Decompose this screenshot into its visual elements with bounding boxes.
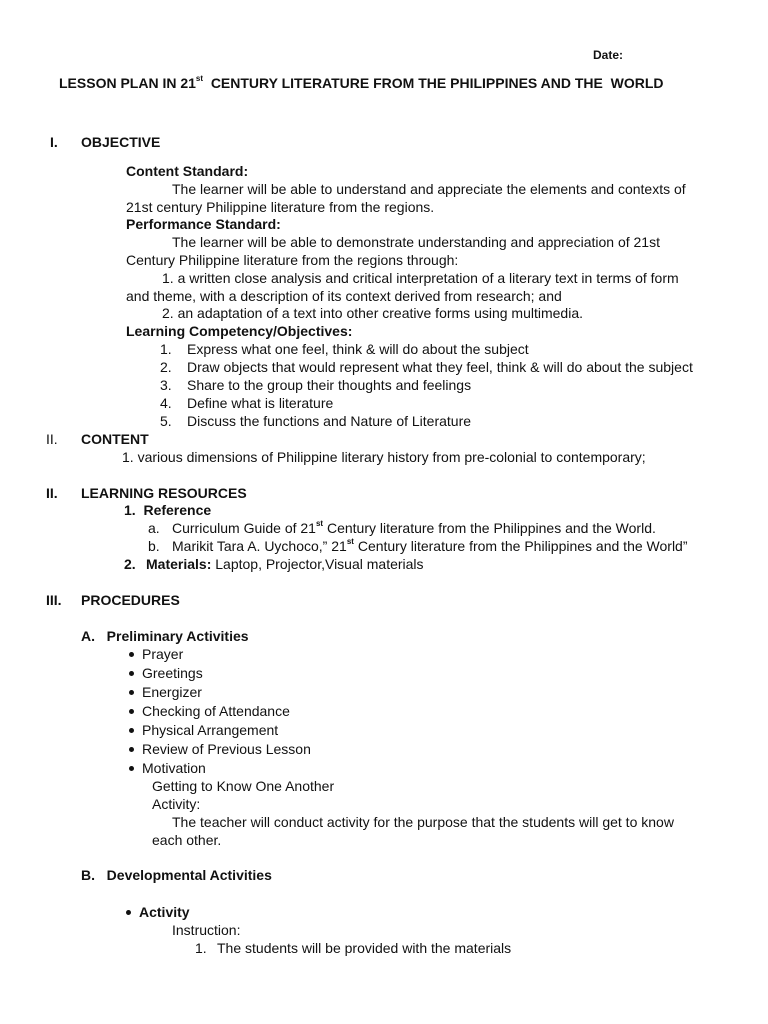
bullet-icon	[129, 728, 134, 733]
competency-item: Define what is literature	[187, 395, 334, 411]
content-standard-heading: Content Standard:	[126, 163, 249, 179]
list-item: Physical Arrangement	[129, 721, 278, 739]
materials-line: Materials: Laptop, Projector,Visual materials	[146, 556, 424, 572]
reference-item: Curriculum Guide of 21st Century literature from the Philippines and the World.	[172, 519, 656, 536]
bullet-icon	[129, 747, 134, 752]
section-heading-resources: LEARNING RESOURCES	[81, 485, 247, 501]
section-heading-objective: OBJECTIVE	[81, 134, 161, 150]
performance-item: 1. a written close analysis and critical interpretation of a literary text in terms of form	[162, 270, 679, 286]
bullet-icon	[129, 652, 134, 657]
list-item: Checking of Attendance	[129, 702, 290, 720]
reference-letter: a.	[148, 520, 160, 536]
section-numeral-objective: I.	[50, 134, 58, 150]
date-label: Date:	[593, 48, 624, 62]
competency-number: 4.	[160, 395, 172, 411]
content-standard-text: The learner will be able to understand and appreciate the elements and contexts of	[172, 181, 686, 197]
performance-item: 2. an adaptation of a text into other creative forms using multimedia.	[162, 305, 584, 321]
performance-standard-text: Century Philippine literature from the regions through:	[126, 252, 459, 268]
competency-number: 5.	[160, 413, 172, 429]
reference-letter: b.	[148, 538, 160, 554]
list-item: Energizer	[129, 683, 202, 701]
instruction-number: 1.	[195, 940, 207, 956]
list-item: Activity	[126, 903, 190, 921]
bullet-icon	[129, 709, 134, 714]
preliminary-heading: A. Preliminary Activities	[81, 628, 249, 644]
competency-item: Express what one feel, think & will do about the subject	[187, 341, 529, 357]
section-heading-procedures: PROCEDURES	[81, 592, 180, 608]
competency-number: 1.	[160, 341, 172, 357]
performance-standard-heading: Performance Standard:	[126, 216, 281, 232]
section-heading-content: CONTENT	[81, 431, 149, 447]
bullet-icon	[129, 671, 134, 676]
bullet-icon	[129, 690, 134, 695]
performance-standard-text: The learner will be able to demonstrate understanding and appreciation of 21st	[172, 234, 660, 250]
reference-heading: 1. Reference	[124, 502, 212, 518]
motivation-title: Getting to Know One Another	[152, 778, 335, 794]
list-item: Review of Previous Lesson	[129, 740, 311, 758]
competency-item: Share to the group their thoughts and feelings	[187, 377, 472, 393]
instruction-item: The students will be provided with the materials	[217, 940, 512, 956]
materials-number: 2.	[124, 556, 136, 572]
section-numeral-procedures: III.	[46, 592, 62, 608]
activity-description: The teacher will conduct activity for the purpose that the students will get to know	[172, 814, 674, 830]
list-item: Motivation	[129, 759, 206, 777]
section-numeral-content: II.	[46, 431, 58, 447]
list-item: Prayer	[129, 645, 183, 663]
competency-number: 3.	[160, 377, 172, 393]
content-standard-text: 21st century Philippine literature from the regions.	[126, 199, 435, 215]
competency-heading: Learning Competency/Objectives:	[126, 323, 353, 339]
bullet-icon	[126, 910, 131, 915]
competency-item: Draw objects that would represent what they feel, think & will do about the subject	[187, 359, 693, 375]
developmental-heading: B. Developmental Activities	[81, 867, 272, 883]
competency-item: Discuss the functions and Nature of Literature	[187, 413, 472, 429]
instruction-label: Instruction:	[172, 922, 241, 938]
page-title: LESSON PLAN IN 21st CENTURY LITERATURE FROM THE PHILIPPINES AND THE WORLD	[59, 74, 664, 91]
activity-label: Activity:	[152, 796, 201, 812]
list-item: Greetings	[129, 664, 203, 682]
performance-item: and theme, with a description of its context derived from research; and	[126, 288, 562, 304]
competency-number: 2.	[160, 359, 172, 375]
activity-description: each other.	[152, 832, 222, 848]
bullet-icon	[129, 766, 134, 771]
section-numeral-resources: II.	[46, 485, 58, 501]
reference-item: Marikit Tara A. Uychoco,” 21st Century literature from the Philippines and the World”	[172, 537, 688, 554]
content-item: 1. various dimensions of Philippine literary history from pre-colonial to contemporary;	[122, 449, 646, 465]
